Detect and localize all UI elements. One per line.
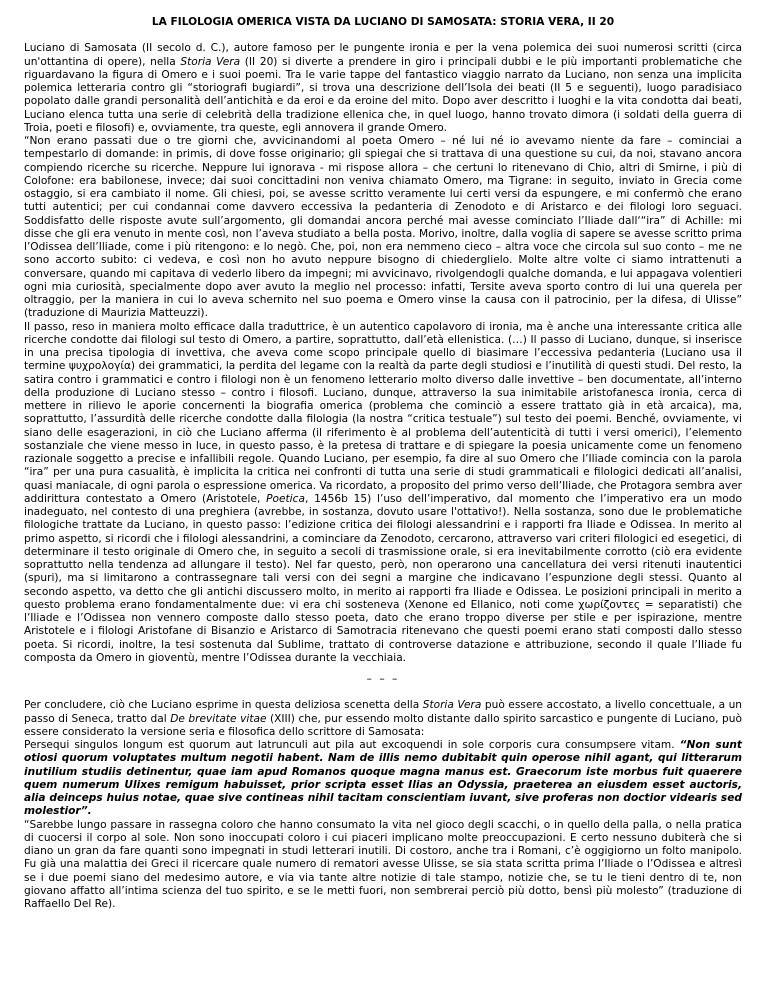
section-separator: – – – [366, 673, 400, 685]
conclusion-text-3: (XIII) che, pur essendo molto distante dallo spirito sarcastico e pungente di Luciano, può essere considerato la versione seria e filosofica dello scrittore di Samosata: [24, 712, 742, 738]
luciano-quote-paragraph: “Non erano passati due o tre giorni che, avvicinandomi al poeta Omero – né lui né io avevamo niente da fare – cominciai a tempestarlo di domande: in primis, di dove fosse originario; gli spiegai che si trattava di una questione su cui, da noi, stavano ancora compiendo ricerche su ricerche. Neppure lui ignorava - mi rispose allora – che certuni lo ritenevano di Chio, altri di Smirne, i più di Colofone: era babilonese, invece; dai suoi concittadini non veniva chiamato Omero, ma Tigrane: in seguito, inviato in Grecia come ostaggio, si era cambiato il nome. Gli chiesi, poi, se avesse scritto veramente lui certi versi da espungere, e mi confermò che erano tutti autentici; per cui condannai come davvero eccessiva la pedanteria di Zenodoto e di Aristarco e dei filologi loro seguaci. Soddisfatto delle risposte avute sull’argomento, gli domandai ancora perché mai avesse cominciato l’Iliade dall‘“ira” di Achille: mi disse che gli era venuto in mente così, non l’aveva studiato a bella posta. Morivo, inoltre, dalla voglia di sapere se avesse scritto prima l’Odissea dell’Iliade, come i più ritengono: e lo negò. Che, poi, non era nemmeno cieco – altra voce che circola sul suo conto – me ne sono accorto subito: ci vedeva, e così non ho avuto neppure bisogno di chiederglielo. Molte altre volte ci siamo intrattenuti a conversare, quando mi capitava di vederlo libero da impegni; mi avvicinavo, rivolgendogli qualche domanda, e lui appagava volentieri ogni mia curiosità, specialmente dopo aver avuto la meglio nel processo: infatti, Tersite aveva sporto contro di lui una querela per oltraggio, per la maniera in cui lo aveva schernito nel suo poema e Omero vinse la causa con il patrocinio, per la difesa, di Ulisse” (traduzione di Maurizia Matteuzzi). [24, 135, 742, 320]
seneca-translation-paragraph: “Sarebbe lungo passare in rassegna coloro che hanno consumato la vita nel gioco degli scacchi, o in quello della palla, o nella pratica di cuocersi il corpo al sole. Non sono inoccupati coloro i cui piaceri implicano molte preoccupazioni. E certo nessuno dubiterà che si diano un gran da fare quanti sono impegnati in studi letterari inutili. Di costoro, anche tra i Romani, c’è oggigiorno un folto manipolo. Fu già una malattia dei Greci il ricercare quale numero di rematori avesse Ulisse, se sia stata scritta prima l’Iliade o l’Odissea e altresì se i due poemi siano del medesimo autore, e via via tante altre notizie di tale stampo, notizie che, se tu le tieni dentro di te, non giovano affatto all’intima scienza del tuo spirito, e se le metti fuori, non sembrerai perciò più dotto, bensì più molesto” (traduzione di Raffaello Del Re). [24, 818, 742, 910]
seneca-latin-paragraph [24, 739, 742, 819]
conclusion-italic-storia-vera: Storia Vera [422, 699, 482, 712]
conclusion-text-1: Per concludere, ciò che Luciano esprime in questa deliziosa scenetta della [24, 699, 423, 712]
conclusion-text-2: può essere accostato, a livello concettuale, a un passo di Seneca, tratto dal [24, 699, 743, 725]
conclusion-italic-de-brevitate: De brevitate vitae [170, 712, 267, 725]
commentary-text-1: Il passo, reso in maniera molto efficace dalla traduttrice, è un autentico capolavoro di ironia, ma è anche una interessante critica alle ricerche condotte dai filologi sul testo di Omero, a partire, soprattutto, dall’età ellenistica. (…) Il passo di Luciano, dunque, si inserisce in una precisa tipologia di invettiva, che aveva come scopo principale quello di biasimare l’eccessiva pedanteria (Luciano usa il termine ψυχρολογία) dei grammatici, la perdita del legame con la realtà da parte degli studiosi e l’inutilità di questi studi. Del resto, la satira contro i grammatici e contro i filologi non è un fenomeno letterario molto diverso dalle invettive – ben documentate, all’interno della produzione di Luciano stesso – contro i filosofi. Luciano, dunque, attraverso la sua inimitabile aristofanesca ironia, cerca di mettere in rilievo le aporie concernenti la biografia omerica (problema che cominciò a essere trattato già in età arcaica), ma, soprattutto, l’assurdità delle ricerche condotte dalla filologia (la nostra “critica testuale”) sul testo dei poemi. Benché, ovviamente, vi siano delle esagerazioni, in ciò che Luciano afferma (il riferimento è al problema dell’autenticità di tutti i versi omerici), l’elemento sostanziale che viene messo in luce, in questo passo, è la pretesa di trattare e di spiegare la poesia unicamente come un fenomeno razionale soggetto a precise e infallibili regole. Quando Luciano, per esempio, fa dire al suo Omero che l’Iliade comincia con la parola “ira” per una pura casualità, è implicita la critica nei confronti di tutta una serie di studi grammaticali e filologici dedicati all’analisi, quasi maniacale, di ogni parola o espressione omerica. Va ricordato, a proposito del primo verso dell’Iliade, che Protagora sembra aver addirittura contestato a Omero (Aristotele, [24, 320, 742, 505]
intro-italic-title: Storia Vera [180, 55, 241, 68]
intro-text-2: (II 20) si diverte a prendere in giro i principali dubbi e le più importanti problematiche che riguardavano la figura di Omero e i suoi poemi. Tra le varie tappe del fantastico viaggio narrato da Luciano, non senza una implicita polemica letteraria contro gli “storiografi bugiardi”, si trova una descrizione dell’Isola dei beati (II 5 e seguenti), luogo paradisiaco popolato dalle grandi personalità dell’antichità e da eroi e da eroine del mito. Dopo aver descritto i luoghi e la vita condotta dai beati, Luciano elenca tutta una serie di celebrità della tradizione ellenica che, in quel luogo, hanno trovato dimora (i soldati della guerra di Troia, poeti e filosofi) e, ovviamente, tra queste, egli annovera il grande Omero. [24, 55, 742, 134]
intro-paragraph [24, 42, 742, 135]
conclusion-paragraph [24, 699, 742, 739]
commentary-italic-poetica: Poetica [266, 492, 305, 505]
intro-text-1: Luciano di Samosata (II secolo d. C.), autore famoso per le pungente ironia e per la vena polemica dei suoi numerosi scritti (circa un'ottantina di opere), nella [24, 42, 742, 68]
document-title: LA FILOLOGIA OMERICA VISTA DA LUCIANO DI SAMOSATA: STORIA VERA, II 20 [151, 16, 615, 28]
latin-bold-quote: “Non sunt otiosi quorum voluptates multum negotii habent. Nam de illis nemo dubitabit quin operose nihil agant, qui litterarum inutilium studiis detinentur, quae iam apud Romanos quoque magna manus est. Graecorum iste morbus fuit quaerere quem numerum Ulixes remigum habuisset, prior scripta esset Ilias an Odyssia, praeterea an eiusdem esset auctoris, alia deinceps huius notae, quae sive contineas nihil tacitam conscientiam iuvant, sive proferas non doctior videaris sed molestior”. [24, 739, 742, 818]
latin-plain-text: Persequi singulos longum est quorum aut latrunculi aut pila aut excoquendi in sole corporis cura consumpsere vitam. [24, 739, 675, 751]
commentary-paragraph [24, 321, 742, 666]
commentary-text-2: , 1456b 15) l’uso dell’imperativo, dal momento che l’imperativo era un modo inadeguato, nel contesto di una preghiera (avrebbe, in sostanza, dovuto usare l'ottativo!). Nella sostanza, sono due le problematiche filologiche trattate da Luciano, in questo passo: l’edizione critica dei filologi alessandrini e i rapporti fra Iliade e Odissea. In merito al primo aspetto, si ricordi che i filologi alessandrini, a cominciare da Zenodoto, cercarono, attraverso vari criteri filologici ed esegetici, di determinare il testo originale di Omero che, in seguito a secoli di trasmissione orale, si era inevitabilmente corrotto (ciò era evidente soprattutto nella tendenza ad allungare il testo). Nel far questo, però, non operarono una cancellatura dei versi ritenuti inautentici (spuri), ma si limitarono a contrassegnare tali versi con dei segni a margine che indicavano l’espunzione degli stessi. Quanto al secondo aspetto, va detto che gli antichi discussero molto, in merito ai rapporti fra Iliade e Odissea. Le posizioni principali in merito a questo problema erano fondamentalmente due: vi era chi sosteneva (Xenone ed Ellanico, noti come χωρίζοντες = separatisti) che l’Iliade e l’Odissea non vennero composte dallo stesso poeta, dato che erano troppo diverse per stile e per ispirazione, mentre Aristotele e i filologi Aristofane di Bisanzio e Aristarco di Samotracia ritenevano che questi poemi erano stati composti dallo stesso poeta. Si ricordi, inoltre, la tesi sostenuta dal Sublime, trattato di controverse datazione e attribuzione, secondo il quale l’Iliade fu composta da Omero in gioventù, mentre l’Odissea durante la vecchiaia. [24, 492, 742, 664]
